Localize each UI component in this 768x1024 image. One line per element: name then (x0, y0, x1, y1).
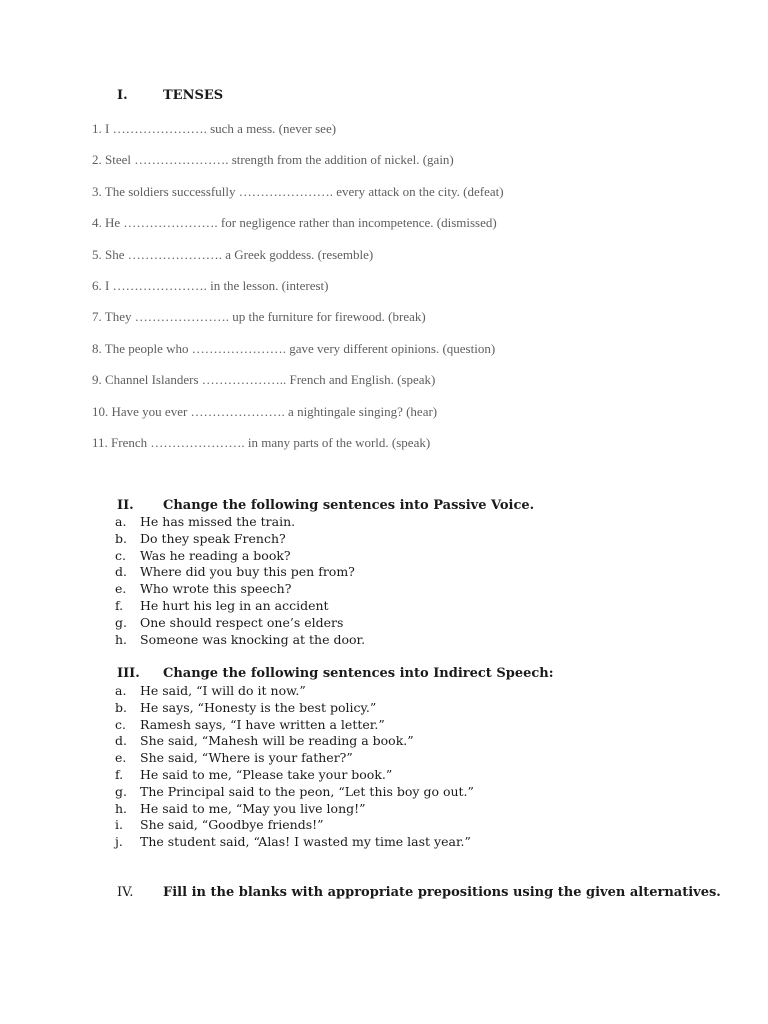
list-item: 9. Channel Islanders ……………….. French and English. (speak) (92, 372, 436, 388)
item-text: She said, “Mahesh will be reading a book.” (140, 733, 414, 749)
item-text: He said to me, “May you live long!” (140, 800, 366, 816)
item-text: Someone was knocking at the door. (140, 631, 366, 647)
list-item (115, 700, 474, 717)
list-item (115, 598, 365, 615)
list-item (115, 717, 474, 734)
section-heading-indirect-speech (117, 666, 554, 681)
list-item: 11. French …………………. in many parts of the world. (speak) (92, 434, 431, 450)
item-letter: g. (115, 614, 127, 630)
item-letter: f. (115, 597, 124, 613)
item-letter: a. (115, 683, 127, 698)
list-item: 10. Have you ever …………………. a nightingale singing? (hear) (92, 403, 438, 419)
section-number: III. (117, 666, 140, 681)
list-item: 4. He …………………. for negligence rather than incompetence. (dismissed) (92, 215, 497, 231)
section-title: Fill in the blanks with appropriate prepositions using the given alternatives. (163, 885, 721, 900)
list-item (115, 531, 365, 548)
list-item: 1. I …………………. such a mess. (never see) (92, 121, 337, 136)
item-letter: h. (115, 631, 128, 647)
list-item (115, 750, 474, 767)
section-title: Change the following sentences into Passive Voice. (163, 498, 535, 513)
item-text: Ramesh says, “I have written a letter.” (140, 716, 385, 732)
item-letter: e. (115, 581, 127, 597)
indirect-speech-list (115, 683, 474, 851)
item-letter: c. (115, 547, 126, 563)
tenses-question-list (92, 121, 504, 466)
item-text: He says, “Honesty is the best policy.” (140, 699, 377, 715)
list-item (115, 632, 365, 649)
item-letter: a. (115, 514, 127, 529)
list-item (115, 733, 474, 750)
list-item (115, 683, 474, 700)
list-item (115, 767, 474, 784)
item-text: He said to me, “Please take your book.” (140, 766, 393, 782)
item-text: The student said, “Alas! I wasted my time last year.” (140, 834, 471, 850)
item-letter: g. (115, 783, 127, 799)
item-letter: d. (115, 733, 127, 749)
list-item: 6. I …………………. in the lesson. (interest) (92, 277, 329, 293)
item-letter: b. (115, 530, 127, 546)
item-text: He said, “I will do it now.” (140, 683, 306, 698)
section-number: I. (117, 88, 128, 103)
item-letter: h. (115, 800, 128, 816)
item-text: The Principal said to the peon, “Let this boy go out.” (140, 783, 474, 799)
list-item: 2. Steel …………………. strength from the addition of nickel. (gain) (92, 152, 454, 168)
item-letter: c. (115, 716, 126, 732)
section-number: IV. (117, 885, 134, 900)
item-letter: d. (115, 564, 127, 580)
item-text: He hurt his leg in an accident (140, 597, 329, 613)
list-item: 3. The soldiers successfully …………………. every attack on the city. (defeat) (92, 183, 504, 199)
item-text: Where did you buy this pen from? (140, 564, 355, 580)
item-text: Do they speak French? (140, 530, 286, 546)
list-item: 7. They …………………. up the furniture for firewood. (break) (92, 309, 426, 325)
list-item (115, 581, 365, 598)
list-item: 5. She …………………. a Greek goddess. (resemble) (92, 246, 374, 262)
section-heading-passive-voice (117, 498, 534, 513)
list-item (115, 784, 474, 801)
list-item (115, 834, 474, 851)
section-heading-prepositions (117, 885, 721, 900)
passive-voice-list (115, 514, 365, 648)
section-number: II. (117, 498, 134, 513)
section-title: TENSES (163, 88, 224, 103)
item-letter: f. (115, 766, 124, 782)
item-text: He has missed the train. (140, 514, 296, 529)
item-text: She said, “Goodbye friends!” (140, 817, 324, 833)
list-item (115, 801, 474, 818)
item-letter: j. (115, 834, 123, 850)
section-heading-tenses (117, 88, 223, 103)
list-item (115, 615, 365, 632)
list-item (115, 548, 365, 565)
list-item: 8. The people who …………………. gave very different opinions. (question) (92, 340, 496, 356)
list-item (115, 564, 365, 581)
section-title: Change the following sentences into Indirect Speech: (163, 666, 554, 681)
item-text: One should respect one’s elders (140, 614, 344, 630)
list-item (115, 817, 474, 834)
item-letter: e. (115, 750, 127, 766)
item-text: She said, “Where is your father?” (140, 750, 353, 766)
item-text: Who wrote this speech? (140, 581, 292, 597)
list-item (115, 514, 365, 531)
item-text: Was he reading a book? (140, 547, 291, 563)
item-letter: i. (115, 817, 123, 833)
item-letter: b. (115, 699, 127, 715)
